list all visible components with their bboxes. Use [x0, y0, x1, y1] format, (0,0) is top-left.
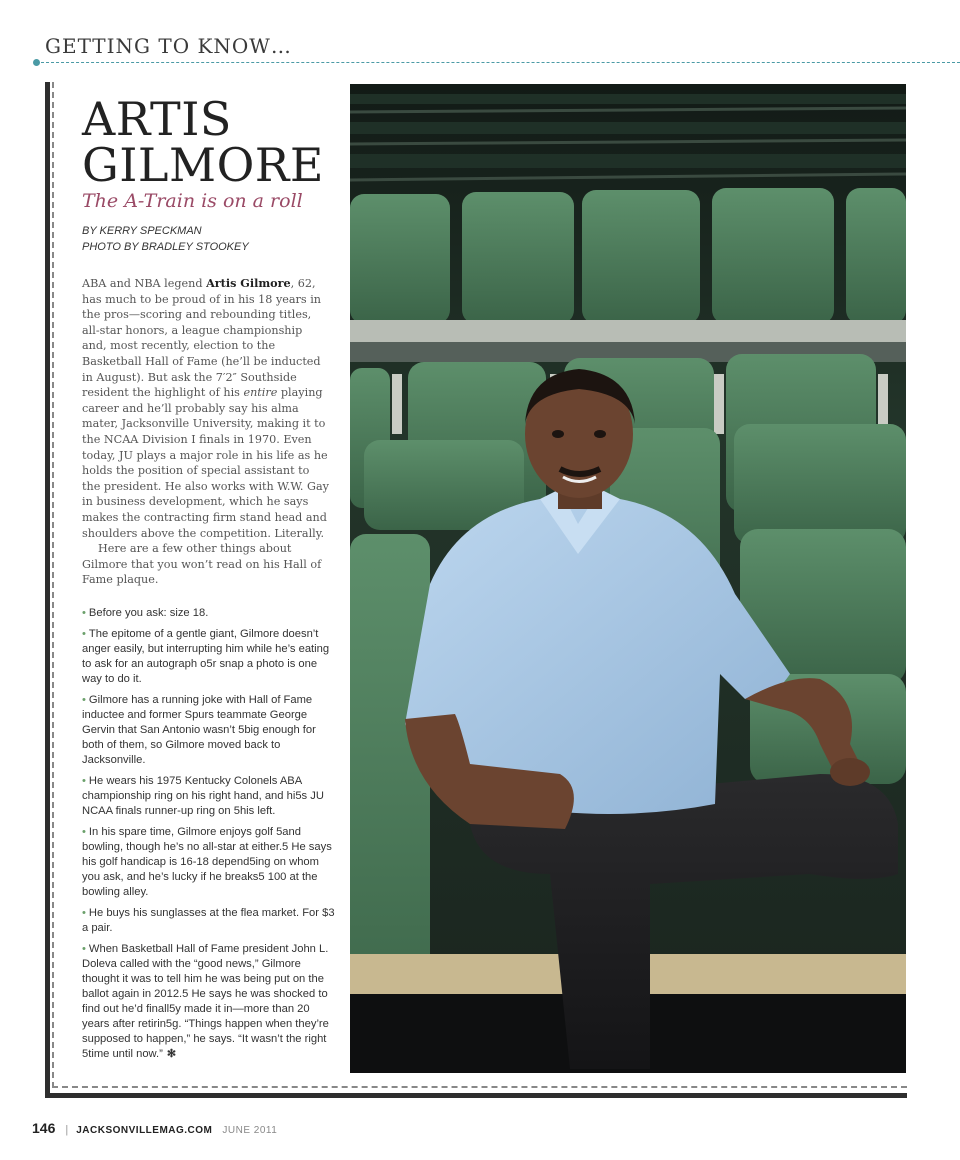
footer-site-link[interactable]: JACKSONVILLEMAG.COM [76, 1125, 213, 1136]
bullet-dot-icon: • [82, 694, 86, 706]
fact-item [82, 906, 340, 936]
author-credit: BY KERRY SPECKMAN [82, 225, 202, 237]
asterisk-end-mark-icon: ✻ [166, 1048, 177, 1060]
intro-text-start: ABA and NBA legend [82, 277, 207, 290]
frame-bottom-bar [45, 1093, 907, 1098]
page-footer [32, 1120, 277, 1140]
portrait-photo [350, 84, 906, 1073]
fact-text: He wears his 1975 Kentucky Colonels ABA championship ring on his right hand, and hi5s JU NCAA finals runner-up ring on 5his left. [82, 775, 324, 817]
fact-text: The epitome of a gentle giant, Gilmore doesn’t anger easily, but interrupting him while he’s eating to ask for an autograph o5r snap a photo is one way to do it. [82, 628, 330, 685]
bullet-dot-icon: • [82, 607, 86, 619]
article-subtitle: The A-Train is on a roll [82, 190, 303, 212]
fact-text: When Basketball Hall of Fame president John L. Doleva called with the “good news,” Gilmore thought it was to tell him he was being put on the ballot again in 2012.5 He says he was shocked to find out he’d finall5y made it in—more than 20 years after retirin5g. “Things happen when they’re supposed to happen,” he says. “It wasn’t the right 5time until now.” [82, 943, 329, 1060]
footer-separator: | [65, 1124, 69, 1136]
bullet-dot-icon: • [82, 907, 86, 919]
article-body [82, 276, 330, 588]
portrait-illustration [350, 84, 906, 1073]
bullet-dot-icon: • [82, 826, 86, 838]
facts-list [82, 606, 340, 1068]
byline [82, 223, 249, 255]
section-rule [36, 62, 960, 63]
upper-concrete-step [350, 320, 906, 342]
fact-item [82, 825, 340, 900]
intro-text-middle: , 62, has much to be proud of in his 18 years in the pros—scoring and rebounding titles, all-star honors, a league championship and, most recently, election to the Basketball Hall of Fame (he’ll be inducted in August). But ask the 7′2″ Southside resident the highlight of his [82, 277, 321, 400]
second-paragraph: Here are a few other things about Gilmore that you won’t read on his Hall of Fame plaque. [82, 542, 322, 587]
article-title-line-2: GILMORE [82, 138, 324, 192]
fact-text: Before you ask: size 18. [88, 607, 209, 619]
issue-date: JUNE 2011 [222, 1125, 278, 1136]
fact-text: In his spare time, Gilmore enjoys golf 5and bowling, though he’s no all-star at either.5 He says his golf handicap is 16-18 depend5ing on whom you ask, and he’s lucky if he breaks5 100 at the bowling alley. [82, 826, 332, 898]
article-title-line-1: ARTIS [82, 92, 232, 146]
frame-left-dashed-line [52, 82, 54, 1088]
page-number: 146 [32, 1120, 56, 1136]
bullet-dot-icon: • [82, 775, 86, 787]
fact-text: He buys his sunglasses at the flea market. For $3 a pair. [82, 907, 335, 934]
upper-seat-row [350, 188, 906, 324]
article-title [82, 92, 342, 192]
bullet-dot-icon: • [82, 628, 86, 640]
fact-item [82, 774, 340, 819]
intro-text-end: playing career and he’ll probably say his alma mater, Jacksonville University, making it to the NCAA Division I finals in 1970. Even today, JU plays a major role in his life as he holds the position of special assistant to the president. He also works with W.W. Gay in business development, which he says makes the contracting firm stand head and shoulders above the competition. Literally. [82, 386, 329, 540]
section-label: GETTING TO KNOW… [45, 34, 292, 58]
frame-left-bar [45, 82, 50, 1098]
intro-emphasis: entire [243, 386, 278, 400]
fact-item [82, 942, 340, 1062]
intro-subject-name: Artis Gilmore [206, 276, 291, 290]
intro-paragraph [82, 276, 330, 541]
fact-item [82, 627, 340, 687]
fact-text: Gilmore has a running joke with Hall of Fame inductee and former Spurs teammate George Gervin that San Antonio wasn’t 5big enough for both of them, so Gilmore moved back to Jacksonville. [82, 694, 316, 766]
fact-item [82, 606, 340, 621]
photo-credit: PHOTO BY BRADLEY STOOKEY [82, 241, 249, 253]
frame-bottom-dashed-line [52, 1086, 907, 1088]
fact-item [82, 693, 340, 768]
bullet-dot-icon: • [82, 943, 86, 955]
